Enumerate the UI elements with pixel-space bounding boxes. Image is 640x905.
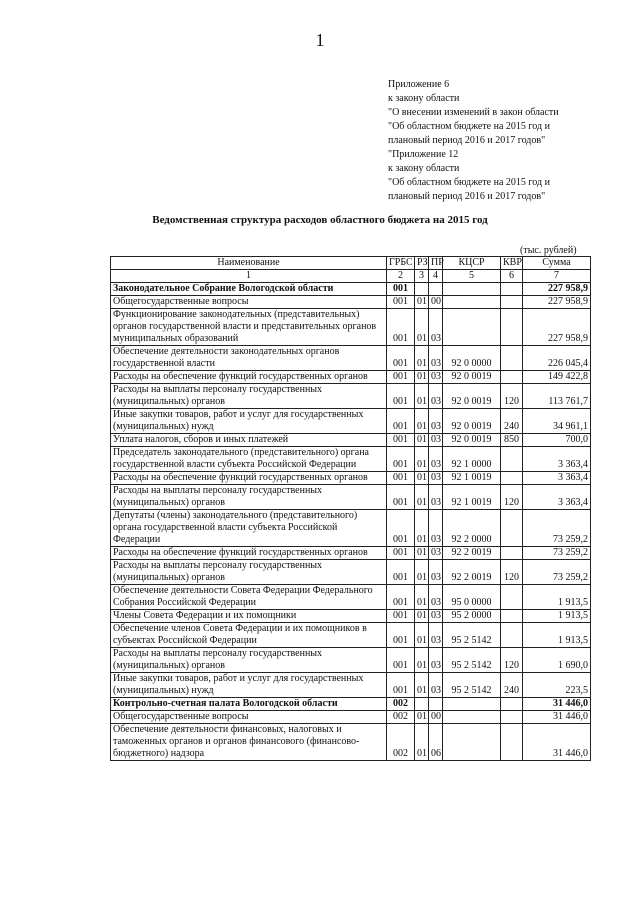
budget-table — [110, 256, 591, 761]
cell-kvr: 240 — [501, 673, 523, 698]
cell-kcsr: 92 1 0019 — [443, 485, 501, 510]
cell-rz: 01 — [415, 346, 429, 371]
cell-name: Члены Совета Федерации и их помощники — [111, 610, 387, 623]
cell-rz: 01 — [415, 296, 429, 309]
units-label: (тыс. рублей) — [520, 245, 577, 256]
cell-kvr — [501, 510, 523, 547]
cell-grbs: 002 — [387, 711, 415, 724]
cell-pr: 03 — [429, 510, 443, 547]
cell-rz: 01 — [415, 309, 429, 346]
cell-sum: 113 761,7 — [523, 384, 591, 409]
cell-kvr — [501, 711, 523, 724]
cell-rz: 01 — [415, 547, 429, 560]
cell-name: Законодательное Собрание Вологодской области — [111, 283, 387, 296]
cell-kvr — [501, 585, 523, 610]
cell-grbs: 001 — [387, 623, 415, 648]
cell-kcsr — [443, 283, 501, 296]
cell-kvr — [501, 296, 523, 309]
cell-kvr — [501, 346, 523, 371]
appendix-line: плановый период 2016 и 2017 годов" — [388, 135, 546, 146]
column-index: 7 — [523, 270, 591, 283]
cell-kvr — [501, 623, 523, 648]
cell-grbs: 001 — [387, 673, 415, 698]
table-row — [111, 296, 591, 309]
cell-grbs: 001 — [387, 434, 415, 447]
cell-kvr — [501, 472, 523, 485]
cell-sum: 31 446,0 — [523, 724, 591, 761]
cell-kcsr — [443, 309, 501, 346]
cell-kcsr: 92 0 0019 — [443, 371, 501, 384]
cell-name: Расходы на обеспечение функций государственных органов — [111, 547, 387, 560]
cell-sum: 73 259,2 — [523, 510, 591, 547]
cell-pr: 00 — [429, 296, 443, 309]
table-row — [111, 711, 591, 724]
table-row — [111, 547, 591, 560]
cell-kcsr: 95 0 0000 — [443, 585, 501, 610]
column-index: 5 — [443, 270, 501, 283]
cell-kvr — [501, 547, 523, 560]
cell-kvr: 120 — [501, 384, 523, 409]
cell-sum: 227 958,9 — [523, 309, 591, 346]
cell-name: Обеспечение деятельности финансовых, налоговых и таможенных органов и органов финансового (финансово-бюджетного) надзора — [111, 724, 387, 761]
cell-kcsr: 95 2 0000 — [443, 610, 501, 623]
cell-name: Расходы на обеспечение функций государственных органов — [111, 371, 387, 384]
cell-sum: 1 690,0 — [523, 648, 591, 673]
cell-name: Обеспечение членов Совета Федерации и их помощников в субъектах Российской Федерации — [111, 623, 387, 648]
cell-sum: 1 913,5 — [523, 623, 591, 648]
cell-grbs: 001 — [387, 472, 415, 485]
cell-kcsr — [443, 698, 501, 711]
cell-pr: 03 — [429, 610, 443, 623]
cell-kcsr: 95 2 5142 — [443, 648, 501, 673]
cell-grbs: 002 — [387, 698, 415, 711]
cell-rz — [415, 283, 429, 296]
header-kvr: КВР — [501, 257, 523, 270]
page-number: 1 — [315, 30, 325, 50]
cell-kcsr: 95 2 5142 — [443, 673, 501, 698]
cell-grbs: 001 — [387, 447, 415, 472]
cell-name: Расходы на выплаты персоналу государственных (муниципальных) органов — [111, 648, 387, 673]
cell-pr: 03 — [429, 371, 443, 384]
cell-grbs: 001 — [387, 547, 415, 560]
column-index: 3 — [415, 270, 429, 283]
table-header-row — [111, 257, 591, 270]
cell-grbs: 001 — [387, 485, 415, 510]
cell-name: Функционирование законодательных (представительных) органов государственной власти и представительных органов муниципальных образований — [111, 309, 387, 346]
cell-rz: 01 — [415, 673, 429, 698]
cell-rz: 01 — [415, 371, 429, 384]
table-row — [111, 698, 591, 711]
cell-rz: 01 — [415, 560, 429, 585]
table-row — [111, 346, 591, 371]
cell-name: Расходы на выплаты персоналу государственных (муниципальных) органов — [111, 384, 387, 409]
cell-grbs: 001 — [387, 510, 415, 547]
appendix-line: "Об областном бюджете на 2015 год и — [388, 121, 550, 132]
cell-kvr: 120 — [501, 648, 523, 673]
cell-kvr: 120 — [501, 485, 523, 510]
cell-kcsr: 92 1 0000 — [443, 447, 501, 472]
cell-rz: 01 — [415, 485, 429, 510]
cell-kvr: 240 — [501, 409, 523, 434]
cell-kvr: 850 — [501, 434, 523, 447]
cell-name: Расходы на выплаты персоналу государственных (муниципальных) органов — [111, 485, 387, 510]
cell-name: Обеспечение деятельности Совета Федерации Федерального Собрания Российской Федерации — [111, 585, 387, 610]
cell-name: Расходы на выплаты персоналу государственных (муниципальных) органов — [111, 560, 387, 585]
cell-pr: 03 — [429, 447, 443, 472]
header-kcsr: КЦСР — [443, 257, 501, 270]
appendix-line: к закону области — [388, 163, 460, 174]
cell-sum: 223,5 — [523, 673, 591, 698]
cell-pr: 03 — [429, 648, 443, 673]
cell-sum: 149 422,8 — [523, 371, 591, 384]
appendix-line: к закону области — [388, 93, 460, 104]
cell-kcsr — [443, 724, 501, 761]
cell-pr: 03 — [429, 485, 443, 510]
cell-kcsr: 92 1 0019 — [443, 472, 501, 485]
table-row — [111, 724, 591, 761]
cell-rz: 01 — [415, 510, 429, 547]
cell-grbs: 001 — [387, 371, 415, 384]
cell-grbs: 002 — [387, 724, 415, 761]
cell-kcsr: 92 0 0019 — [443, 384, 501, 409]
table-row — [111, 434, 591, 447]
appendix-note — [388, 78, 628, 204]
cell-sum: 227 958,9 — [523, 283, 591, 296]
table-row — [111, 673, 591, 698]
document-title: Ведомственная структура расходов областного бюджета на 2015 год — [152, 214, 488, 226]
header-pr: ПР — [429, 257, 443, 270]
cell-kvr — [501, 309, 523, 346]
cell-pr: 03 — [429, 623, 443, 648]
cell-grbs: 001 — [387, 585, 415, 610]
cell-sum: 34 961,1 — [523, 409, 591, 434]
cell-kvr — [501, 283, 523, 296]
cell-grbs: 001 — [387, 283, 415, 296]
cell-name: Иные закупки товаров, работ и услуг для государственных (муниципальных) нужд — [111, 673, 387, 698]
cell-pr: 03 — [429, 547, 443, 560]
header-name: Наименование — [111, 257, 387, 270]
column-index-row — [111, 270, 591, 283]
cell-pr: 03 — [429, 434, 443, 447]
cell-pr: 03 — [429, 585, 443, 610]
cell-kcsr: 95 2 5142 — [443, 623, 501, 648]
cell-kvr — [501, 610, 523, 623]
cell-grbs: 001 — [387, 560, 415, 585]
cell-rz: 01 — [415, 384, 429, 409]
cell-name: Расходы на обеспечение функций государственных органов — [111, 472, 387, 485]
cell-grbs: 001 — [387, 346, 415, 371]
cell-kcsr: 92 0 0000 — [443, 346, 501, 371]
table-row — [111, 447, 591, 472]
cell-pr: 06 — [429, 724, 443, 761]
cell-name: Председатель законодательного (представительного) органа государственной власти субъекта Российской Федерации — [111, 447, 387, 472]
appendix-line: "О внесении изменений в закон области — [388, 107, 559, 118]
table-row — [111, 384, 591, 409]
cell-kcsr: 92 2 0019 — [443, 560, 501, 585]
cell-kvr — [501, 447, 523, 472]
cell-sum: 1 913,5 — [523, 585, 591, 610]
cell-kcsr — [443, 711, 501, 724]
appendix-line: плановый период 2016 и 2017 годов" — [388, 191, 546, 202]
column-index: 2 — [387, 270, 415, 283]
table-row — [111, 283, 591, 296]
cell-rz: 01 — [415, 409, 429, 434]
table-row — [111, 623, 591, 648]
header-rz: РЗ — [415, 257, 429, 270]
table-row — [111, 610, 591, 623]
cell-kvr — [501, 371, 523, 384]
cell-sum: 3 363,4 — [523, 472, 591, 485]
table-row — [111, 648, 591, 673]
table-row — [111, 309, 591, 346]
cell-name: Контрольно-счетная палата Вологодской области — [111, 698, 387, 711]
cell-sum: 73 259,2 — [523, 560, 591, 585]
cell-rz: 01 — [415, 648, 429, 673]
cell-grbs: 001 — [387, 384, 415, 409]
appendix-line: Приложение 6 — [388, 79, 450, 90]
cell-name: Общегосударственные вопросы — [111, 296, 387, 309]
cell-grbs: 001 — [387, 610, 415, 623]
cell-name: Уплата налогов, сборов и иных платежей — [111, 434, 387, 447]
cell-rz: 01 — [415, 724, 429, 761]
cell-kcsr: 92 2 0000 — [443, 510, 501, 547]
cell-pr: 03 — [429, 384, 443, 409]
cell-rz — [415, 698, 429, 711]
cell-pr: 03 — [429, 673, 443, 698]
cell-sum: 1 913,5 — [523, 610, 591, 623]
cell-pr: 00 — [429, 711, 443, 724]
cell-rz: 01 — [415, 434, 429, 447]
table-row — [111, 371, 591, 384]
table-row — [111, 560, 591, 585]
cell-pr: 03 — [429, 472, 443, 485]
cell-sum: 3 363,4 — [523, 485, 591, 510]
cell-pr: 03 — [429, 560, 443, 585]
column-index: 1 — [111, 270, 387, 283]
cell-rz: 01 — [415, 623, 429, 648]
cell-pr: 03 — [429, 346, 443, 371]
cell-name: Обеспечение деятельности законодательных органов государственной власти — [111, 346, 387, 371]
cell-kcsr: 92 0 0019 — [443, 434, 501, 447]
cell-grbs: 001 — [387, 309, 415, 346]
header-sum: Сумма — [523, 257, 591, 270]
cell-kvr — [501, 698, 523, 711]
header-grbs: ГРБС — [387, 257, 415, 270]
cell-kcsr — [443, 296, 501, 309]
cell-rz: 01 — [415, 610, 429, 623]
cell-name: Депутаты (члены) законодательного (представительного) органа государственной власти субъекта Российской Федерации — [111, 510, 387, 547]
cell-sum: 3 363,4 — [523, 447, 591, 472]
appendix-line: "Об областном бюджете на 2015 год и — [388, 177, 550, 188]
cell-sum: 700,0 — [523, 434, 591, 447]
cell-rz: 01 — [415, 711, 429, 724]
cell-rz: 01 — [415, 585, 429, 610]
table-row — [111, 485, 591, 510]
cell-pr: 03 — [429, 309, 443, 346]
cell-sum: 31 446,0 — [523, 698, 591, 711]
cell-kcsr: 92 0 0019 — [443, 409, 501, 434]
cell-sum: 227 958,9 — [523, 296, 591, 309]
cell-rz: 01 — [415, 472, 429, 485]
column-index: 6 — [501, 270, 523, 283]
cell-name: Общегосударственные вопросы — [111, 711, 387, 724]
column-index: 4 — [429, 270, 443, 283]
cell-sum: 73 259,2 — [523, 547, 591, 560]
table-row — [111, 472, 591, 485]
cell-rz: 01 — [415, 447, 429, 472]
table-row — [111, 409, 591, 434]
cell-grbs: 001 — [387, 648, 415, 673]
cell-pr: 03 — [429, 409, 443, 434]
cell-kvr — [501, 724, 523, 761]
table-row — [111, 585, 591, 610]
cell-pr — [429, 698, 443, 711]
cell-sum: 31 446,0 — [523, 711, 591, 724]
appendix-line: "Приложение 12 — [388, 149, 459, 160]
cell-name: Иные закупки товаров, работ и услуг для государственных (муниципальных) нужд — [111, 409, 387, 434]
cell-pr — [429, 283, 443, 296]
cell-sum: 226 045,4 — [523, 346, 591, 371]
cell-kvr: 120 — [501, 560, 523, 585]
cell-kcsr: 92 2 0019 — [443, 547, 501, 560]
cell-grbs: 001 — [387, 409, 415, 434]
cell-grbs: 001 — [387, 296, 415, 309]
table-row — [111, 510, 591, 547]
